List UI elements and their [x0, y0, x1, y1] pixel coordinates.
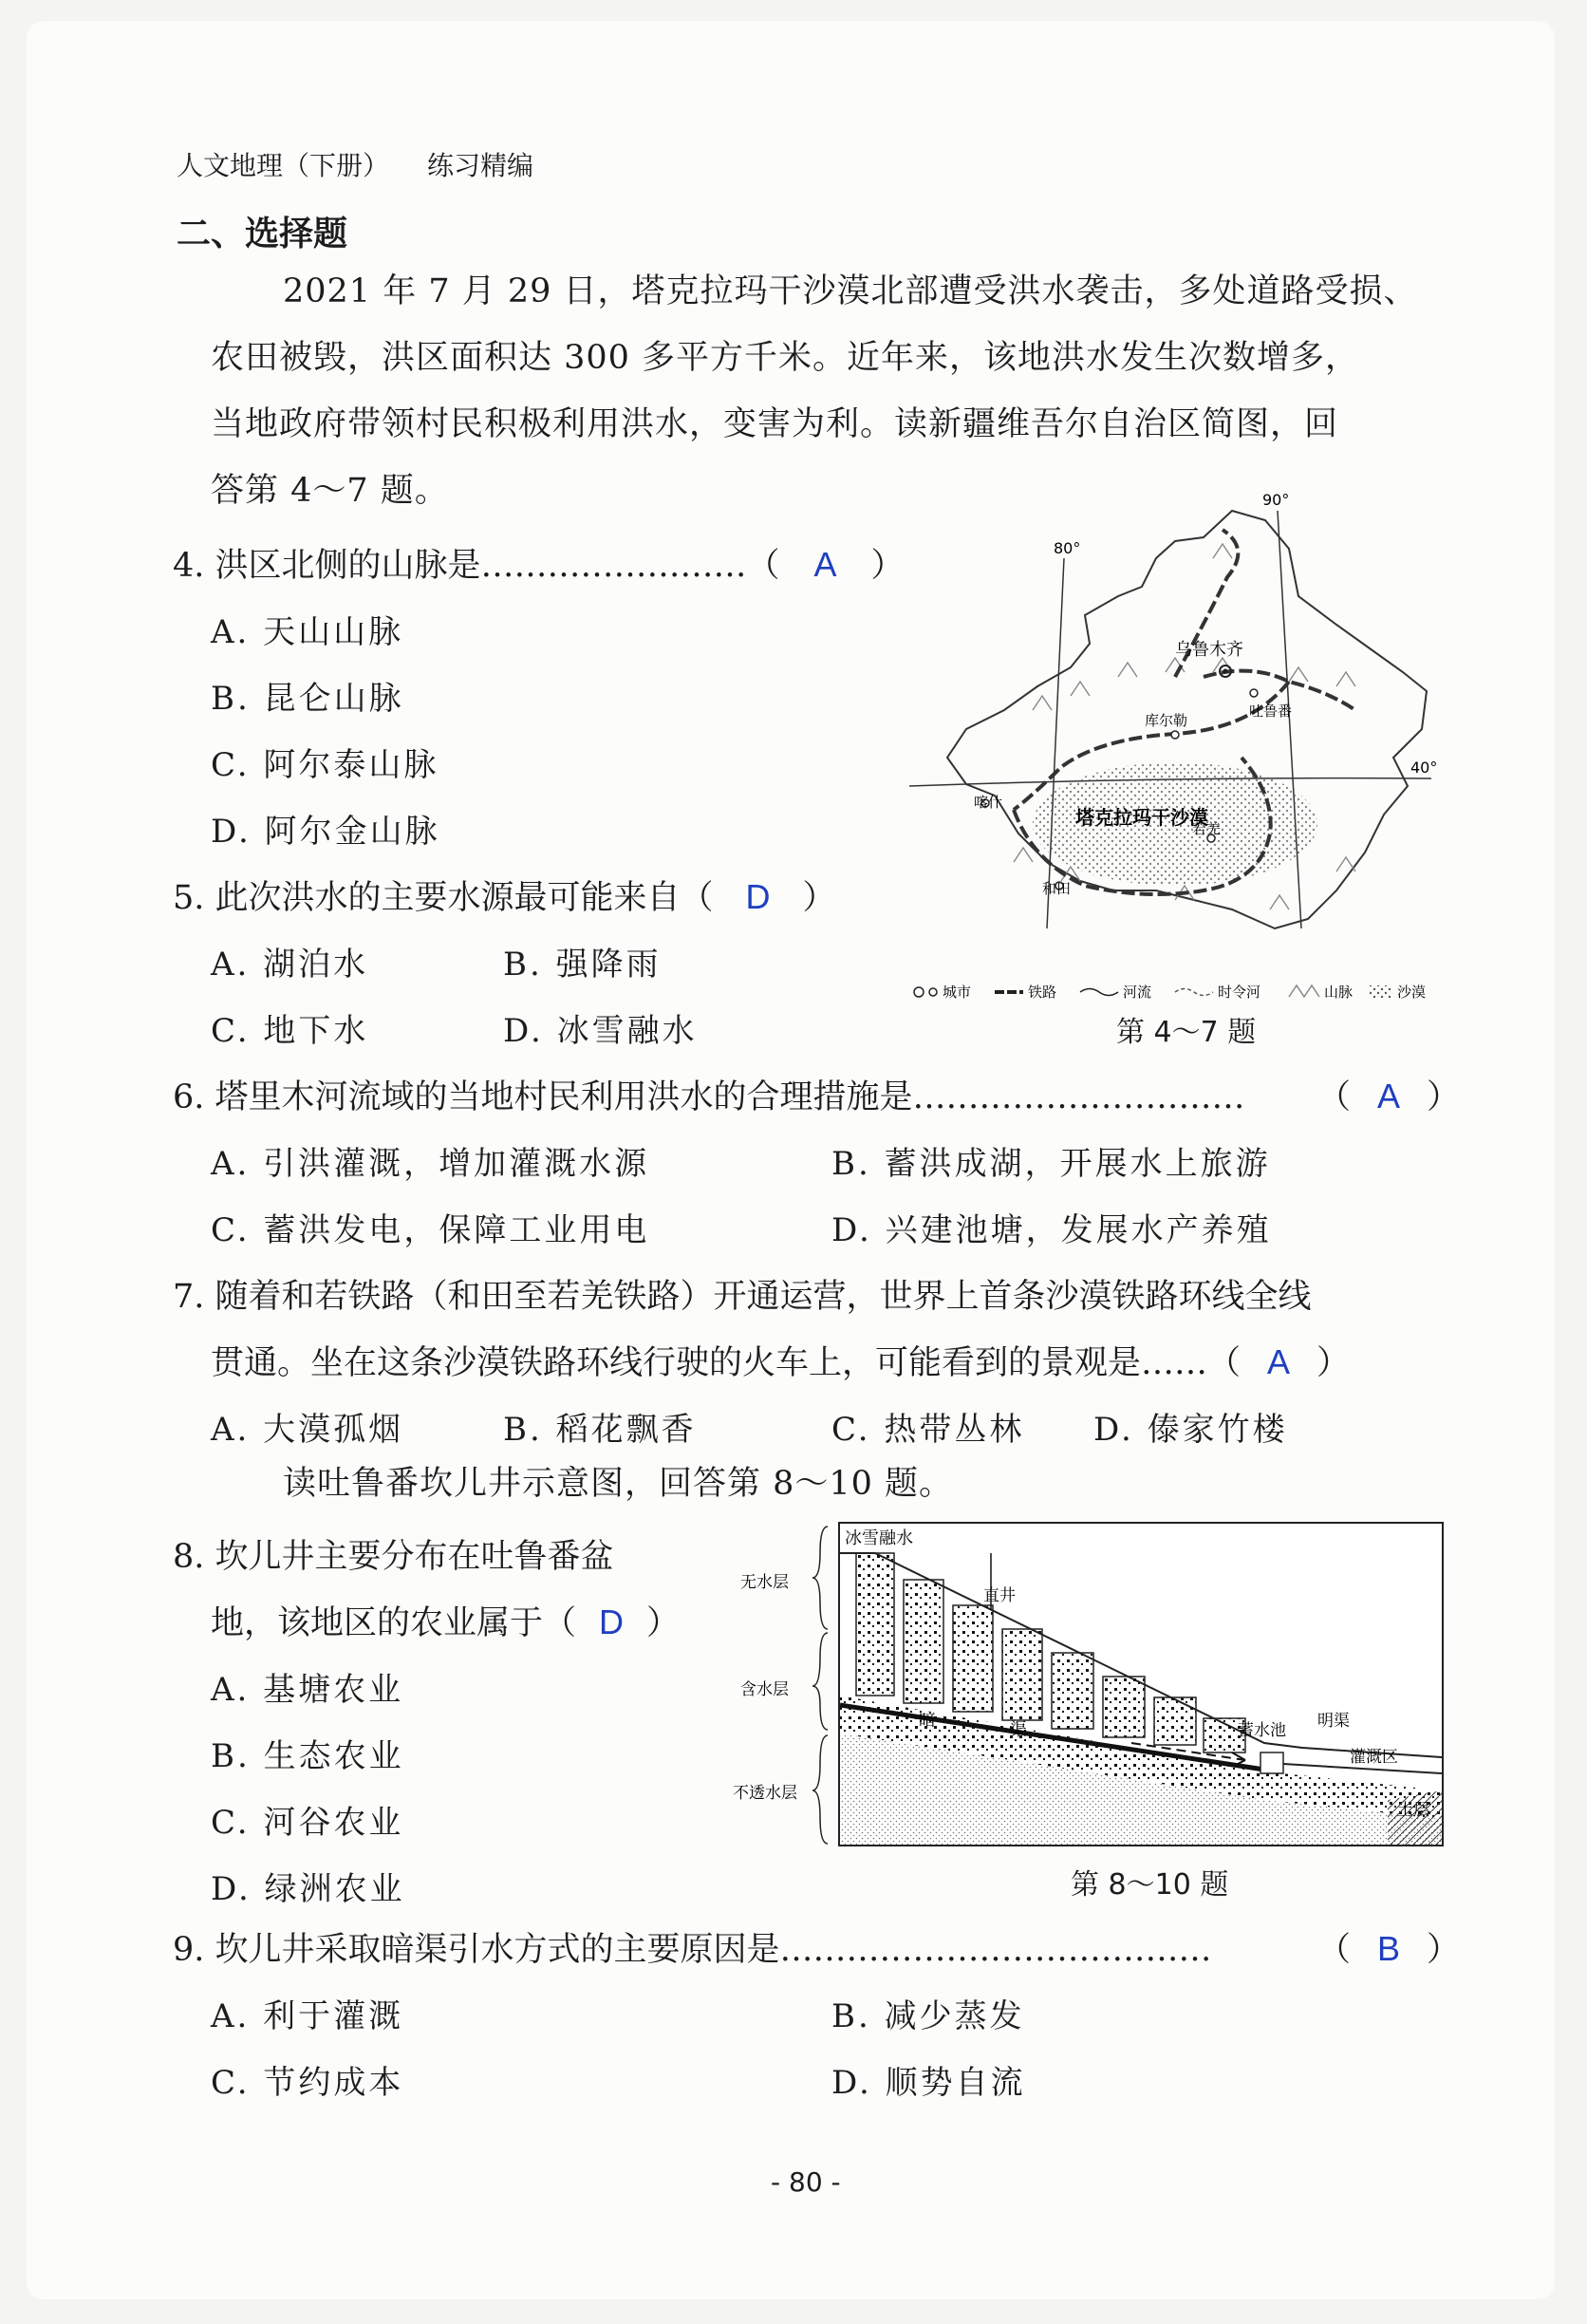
- intro-line-4: 答第 4～7 题。: [211, 472, 449, 510]
- xinjiang-map: [890, 482, 1460, 1014]
- q8-close: ）: [646, 1604, 681, 1642]
- q9-option-c: C. 节约成本: [211, 2064, 404, 2102]
- q4-option-b: B. 昆仑山脉: [211, 680, 404, 718]
- intro-line-1: 2021 年 7 月 29 日，塔克拉玛干沙漠北部遭受洪水袭击，多处道路受损、: [283, 272, 1418, 310]
- q5-option-c: C. 地下水: [211, 1012, 369, 1050]
- q6-option-c: C. 蓄洪发电，保障工业用电: [211, 1211, 650, 1249]
- legend-mountain: 山脉: [1324, 984, 1354, 1001]
- q9-answer: B: [1377, 1929, 1401, 1968]
- q5-stem-text: 5. 此次洪水的主要水源最可能来自（: [173, 879, 714, 917]
- q9-stem: 9. 坎儿井采取暗渠引水方式的主要原因是…………………………………: [173, 1931, 1212, 1969]
- q6-open: （: [1317, 1078, 1352, 1116]
- legend-river: 河流: [1123, 984, 1152, 1001]
- q7-option-c: C. 热带丛林: [831, 1411, 1025, 1449]
- q7-line-1: 7. 随着和若铁路（和田至若羌铁路）开通运营，世界上首条沙漠铁路环线全线: [173, 1278, 1312, 1316]
- q4-stem: [173, 539, 905, 587]
- q4-close: ）: [870, 547, 905, 585]
- hotan-label: 和田: [1042, 880, 1072, 897]
- brace-impermeable: [812, 1735, 828, 1844]
- brace-dry: [812, 1527, 828, 1629]
- book-title: 人文地理（下册）: [177, 150, 390, 181]
- turpan-marker: [1250, 689, 1258, 697]
- legend-desert: 沙漠: [1397, 984, 1427, 1001]
- lon80-label: 80°: [1054, 539, 1081, 557]
- q6-option-a: A. 引洪灌溉，增加灌溉水源: [211, 1145, 650, 1183]
- q6-answer: A: [1377, 1077, 1401, 1115]
- lat40-label: 40°: [1410, 759, 1438, 777]
- q6-option-d: D. 兴建池塘，发展水产养殖: [831, 1211, 1272, 1249]
- q7-line-2-text: 贯通。坐在这条沙漠铁路环线行驶的火车上，可能看到的景观是……（: [211, 1344, 1242, 1382]
- turpan-label: 吐鲁番: [1249, 703, 1293, 720]
- q4-option-c: C. 阿尔泰山脉: [211, 746, 439, 784]
- korla-marker: [1171, 731, 1179, 739]
- ruoqiang-label: 若羌: [1192, 820, 1222, 837]
- section-title: 二、选择题: [177, 215, 348, 253]
- intro-2: 读吐鲁番坎儿井示意图，回答第 8～10 题。: [283, 1465, 954, 1503]
- q6-answer-group: [1317, 1071, 1460, 1118]
- label-snowmelt: 冰雪融水: [845, 1528, 913, 1548]
- desert-label: 塔克拉玛干沙漠: [1075, 806, 1208, 829]
- intro-line-2: 农田被毁，洪区面积达 300 多平方千米。近年来，该地洪水发生次数增多，: [211, 339, 1360, 377]
- q7-option-b: B. 稻花飘香: [503, 1411, 697, 1449]
- q4-option-d: D. 阿尔金山脉: [211, 813, 440, 851]
- map-caption: 第 4～7 题: [1116, 1016, 1257, 1049]
- label-canal: 明渠: [1317, 1712, 1350, 1731]
- q8-option-c: C. 河谷农业: [211, 1804, 404, 1842]
- q7-close: ）: [1316, 1344, 1351, 1382]
- label-irrigation: 灌溉区: [1350, 1748, 1398, 1767]
- q8-option-d: D. 绿洲农业: [211, 1870, 405, 1908]
- label-aquifer: 含水层: [740, 1680, 789, 1699]
- urumqi-dot: [1223, 669, 1228, 674]
- label-soil: 土层: [1397, 1801, 1429, 1820]
- q8-line-2-text: 地，该地区的农业属于（: [211, 1604, 577, 1642]
- intro-line-3: 当地政府带领村民积极利用洪水，变害为利。读新疆维吾尔自治区简图，回: [211, 405, 1339, 443]
- q5-option-d: D. 冰雪融水: [503, 1012, 698, 1050]
- label-shaft: 直井: [983, 1586, 1016, 1605]
- q5-close: ）: [802, 879, 836, 917]
- brace-aquifer: [812, 1633, 828, 1730]
- q7-option-d: D. 傣家竹楼: [1093, 1411, 1288, 1449]
- q6-stem: 6. 塔里木河流域的当地村民利用洪水的合理措施是…………………………: [173, 1078, 1245, 1116]
- korla-label: 库尔勒: [1145, 712, 1188, 729]
- meridian-90: [1278, 511, 1301, 928]
- q5-option-b: B. 强降雨: [503, 946, 662, 984]
- series-title: 练习精编: [427, 150, 534, 181]
- page-number: - 80 -: [771, 2166, 841, 2198]
- q6-close: ）: [1427, 1078, 1461, 1116]
- legend-rail: 铁路: [1028, 984, 1057, 1001]
- q7-line-2: [211, 1337, 1350, 1384]
- label-dry-layer: 无水层: [740, 1573, 789, 1592]
- q5-stem: [173, 872, 836, 919]
- q8-option-b: B. 生态农业: [211, 1737, 404, 1775]
- q9-close: ）: [1427, 1931, 1461, 1969]
- q9-option-b: B. 减少蒸发: [831, 1997, 1025, 2035]
- karez-diagram: [733, 1515, 1454, 1876]
- legend-city: 城市: [943, 984, 972, 1001]
- running-header: [177, 145, 533, 183]
- map-legend: [914, 984, 1426, 1001]
- karez-caption: 第 8～10 题: [1071, 1868, 1229, 1902]
- q4-answer: A: [813, 545, 837, 584]
- q9-open: （: [1317, 1931, 1352, 1969]
- q8-line-1: 8. 坎儿井主要分布在吐鲁番盆: [173, 1538, 614, 1576]
- q7-option-a: A. 大漠孤烟: [211, 1411, 404, 1449]
- label-pool: 蓄水池: [1238, 1721, 1286, 1740]
- label-impermeable: 不透水层: [733, 1784, 797, 1803]
- q4-option-a: A. 天山山脉: [211, 613, 404, 651]
- q9-option-d: D. 顺势自流: [831, 2064, 1026, 2102]
- q6-option-b: B. 蓄洪成湖，开展水上旅游: [831, 1145, 1271, 1183]
- q4-stem-text: 4. 洪区北侧的山脉是……………………（: [173, 547, 780, 585]
- storage-pool: [1260, 1752, 1283, 1773]
- q8-option-a: A. 基塘农业: [211, 1671, 404, 1709]
- q5-option-a: A. 湖泊水: [211, 946, 369, 984]
- lon90-label: 90°: [1262, 491, 1290, 509]
- q5-answer: D: [745, 877, 771, 916]
- q7-answer: A: [1267, 1342, 1291, 1381]
- legend-seasonal: 时令河: [1218, 984, 1261, 1001]
- kashgar-label: 喀什: [974, 794, 1003, 811]
- q8-answer: D: [599, 1602, 625, 1641]
- urumqi-label: 乌鲁木齐: [1175, 640, 1243, 660]
- q8-line-2: [211, 1597, 680, 1644]
- label-tunnel-a: 暗: [919, 1711, 936, 1731]
- q9-answer-group: [1317, 1923, 1460, 1971]
- label-tunnel-b: 渠: [1010, 1720, 1027, 1740]
- q9-option-a: A. 利于灌溉: [211, 1997, 404, 2035]
